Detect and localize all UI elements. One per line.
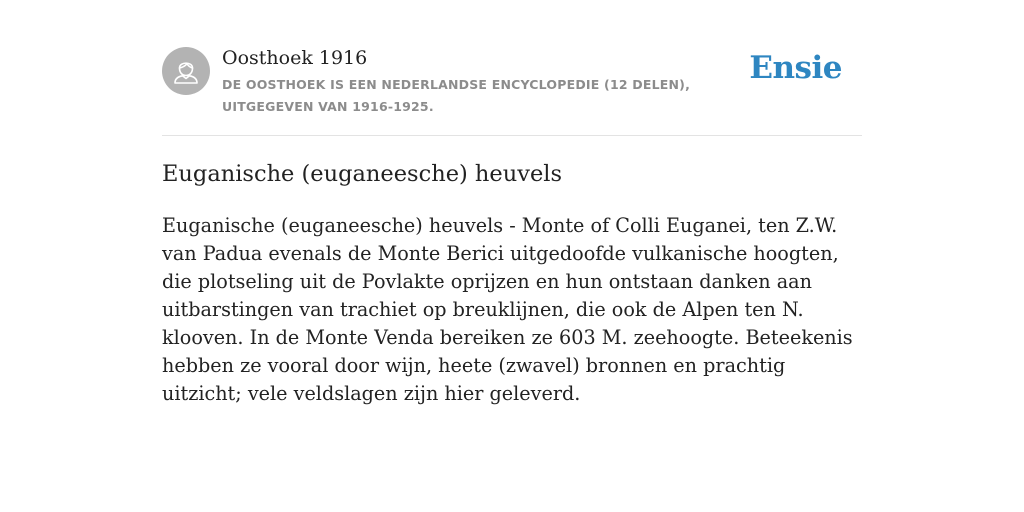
source-header <box>162 40 862 135</box>
source-title[interactable]: Oosthoek 1916 <box>222 47 368 69</box>
source-description: DE OOSTHOEK IS EEN NEDERLANDSE ENCYCLOPEDIE (12 DELEN), UITGEGEVEN VAN 1916-1925. <box>222 77 691 114</box>
ensie-logo[interactable]: Ensie <box>749 50 842 86</box>
entry-body: Euganische (euganeesche) heuvels - Monte of Colli Euganei, ten Z.W. van Padua evenals de Monte Berici uitgedoofde vulkanische hoogten, die plotseling uit de Povlakte oprijzen en hun ontstaan danken aan uitbarstingen van trachiet op breuklijnen, die ook de Alpen ten N. klooven. In de Monte Venda bereiken ze 603 M. zeehoogte. Beteekenis hebben ze vooral door wijn, heete (zwavel) bronnen en prachtig uitzicht; vele veldslagen zijn hier geleverd. <box>162 214 853 405</box>
user-icon <box>162 47 210 95</box>
entry-title: Euganische (euganeesche) heuvels <box>162 161 563 187</box>
header-divider <box>162 135 862 136</box>
avatar[interactable] <box>162 47 210 95</box>
source-info <box>222 45 762 118</box>
